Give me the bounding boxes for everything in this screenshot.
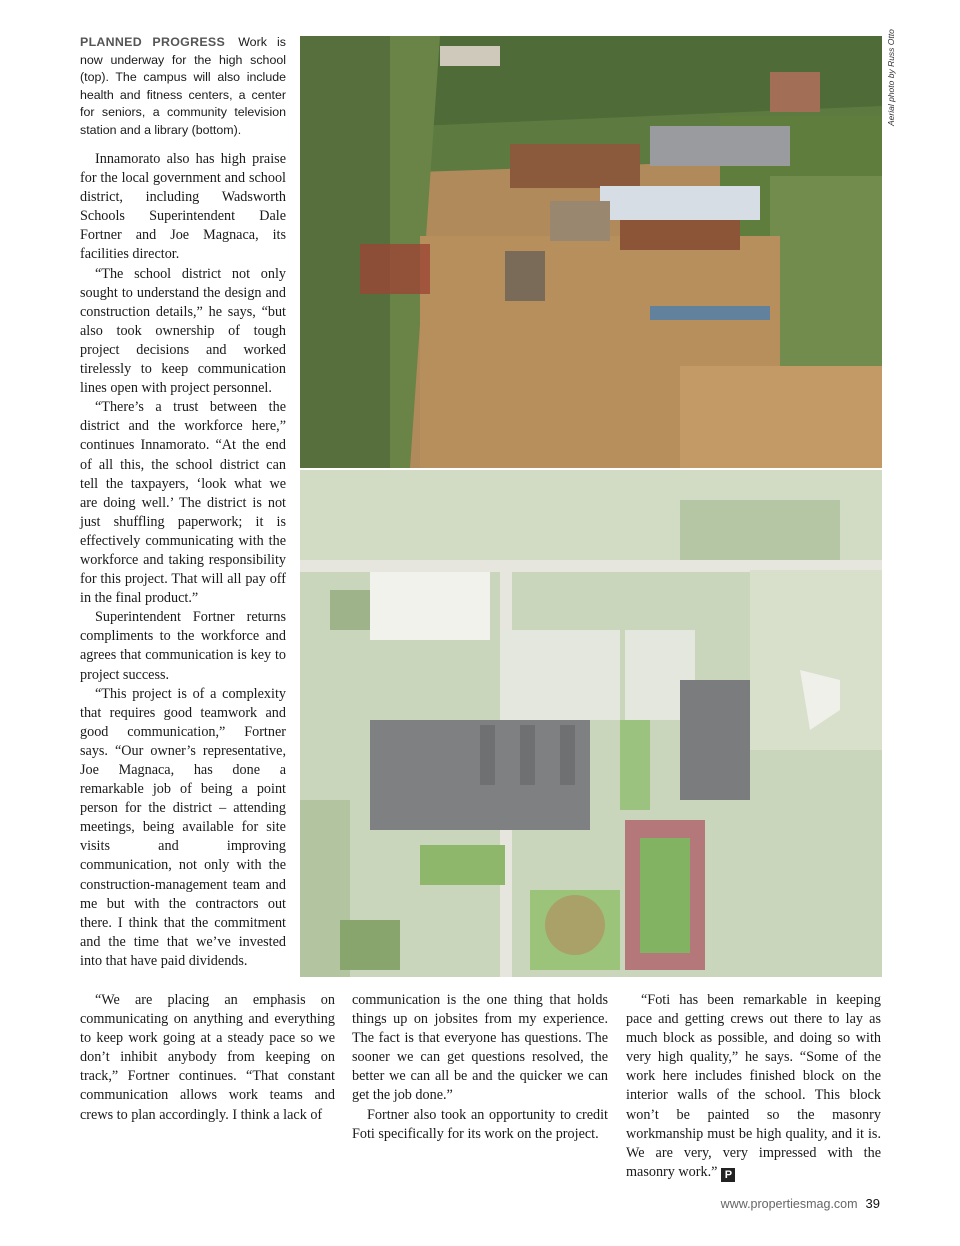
- article-column-3: [352, 991, 608, 1144]
- page-footer: [721, 1196, 880, 1211]
- campus-site-plan: [300, 470, 882, 977]
- photo-credit-text: Aerial photo by Russ Otto: [886, 29, 896, 126]
- page-number: 39: [865, 1196, 880, 1211]
- paragraph-final: [626, 991, 881, 1182]
- paragraph-text: “Foti has been remarkable in keeping pace and getting crews out there to lay as much block as possible, and doing so with very high quality,” he says. “Some of the work here includes finished block on the interior walls of the school. This block won’t be painted so the masonry workmanship must be high quality, and it is. We are very, very impressed with the masonry work.”: [626, 992, 881, 1180]
- paragraph: Superintendent Fortner returns compliments to the workforce and agrees that communication is key to project success.: [80, 609, 286, 683]
- paragraph: Innamorato also has high praise for the local government and school district, including Wadsworth Schools Superintendent Dale Fortner and Joe Magnaca, its facilities director.: [80, 151, 286, 263]
- paragraph: Fortner also took an opportunity to credit Foti specifically for its work on the project.: [352, 1106, 608, 1142]
- paragraph: “We are placing an emphasis on communicating on anything and everything to keep work going at a steady pace so we don’t inhibit anybody from keeping on track,” Fortner continues. “That constant communication allows work teams and crews to plan accordingly. I think a lack of: [80, 992, 335, 1123]
- paragraph: “The school district not only sought to understand the design and construction details,” he says, “but also took ownership of tough project decisions and worked tirelessly to keep communication lines open with project personnel.: [80, 265, 286, 397]
- aerial-construction-photo: [300, 36, 882, 468]
- paragraph: “This project is of a complexity that requires good teamwork and good communication,” Fortner says. “Our owner’s representative, Joe Magnaca, has done a remarkable job of being a point person for the district – attending meetings, being available for site visits and improving communication, not only with the construction-management team and me but with the contractors out there. I think that the commitment and the time that we’ve invested into that have paid dividends.: [80, 685, 286, 969]
- footer-url[interactable]: www.propertiesmag.com: [720, 1197, 858, 1211]
- caption-text: Work is now underway for the high school (top). The campus will also include health and fitness centers, a center for seniors, a community television station and a library (bottom).: [80, 35, 286, 137]
- article-column-4: [626, 991, 881, 1182]
- paragraph-continued: communication is the one thing that holds things up on jobsites from my experience. The fact is that everyone has questions. The sooner we can get questions resolved, the better we can all be and the quicker we can get the job done.”: [352, 992, 608, 1104]
- article-column-1: [80, 150, 286, 971]
- end-mark-icon: P: [721, 1168, 735, 1182]
- caption-label: PLANNED PROGRESS: [80, 35, 226, 49]
- paragraph: “There’s a trust between the district and the workforce here,” continues Innamorato. “At the end of all this, the school district can tell the taxpayers, ‘look what we are doing well.’ The district is not just shuffling paperwork; it is effectively communicating with the workforce and taking responsibility for this project. That will all pay off in the final product.”: [80, 399, 286, 607]
- photo-caption: [80, 34, 286, 140]
- photo-credit: [886, 29, 898, 126]
- article-column-2: [80, 991, 335, 1125]
